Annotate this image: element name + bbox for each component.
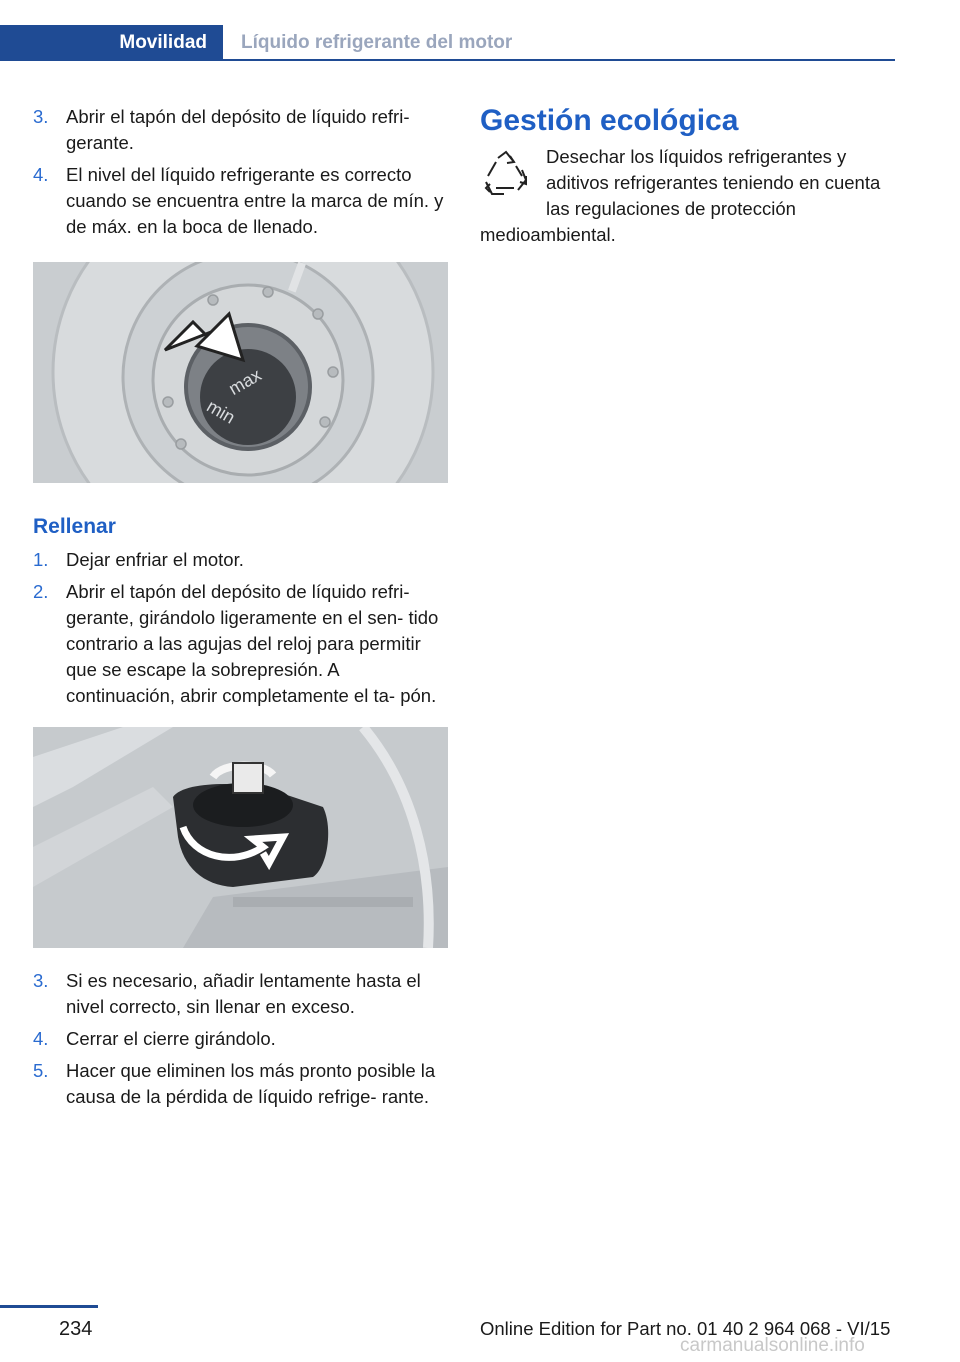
list-item	[33, 104, 448, 156]
list-item	[33, 547, 448, 573]
step-number: 4.	[33, 1028, 49, 1049]
max-mark-label: max	[225, 364, 265, 399]
page-header	[0, 25, 895, 61]
footer-divider	[0, 1305, 98, 1308]
list-item	[33, 1026, 448, 1052]
step-text: Abrir el tapón del depósito de líquido refri‐ gerante, girándolo ligeramente en el sen‐ tido contrario a las agujas del reloj para permitir que se escape la sobrepresión. A continuación, abrir completamente el ta‐ pón.	[66, 581, 439, 706]
cap-opening-figure	[33, 727, 448, 948]
step-text: Dejar enfriar el motor.	[66, 549, 244, 570]
list-item	[33, 579, 448, 709]
step-text: Abrir el tapón del depósito de líquido refri‐ gerante.	[66, 106, 410, 153]
eco-note	[480, 144, 895, 248]
step-text: El nivel del líquido refrigerante es correcto cuando se encuentra entre la marca de mín. y de máx. en la boca de llenado.	[66, 164, 444, 237]
step-text: Cerrar el cierre girándolo.	[66, 1028, 276, 1049]
watermark: carmanualsonline.info	[680, 1335, 865, 1356]
steps-check-level	[33, 104, 448, 240]
step-text: Hacer que eliminen los más pronto posible la causa de la pérdida de líquido refrige‐ rante.	[66, 1060, 436, 1107]
coolant-level-figure	[33, 262, 448, 483]
section-title-rellenar: Rellenar	[33, 515, 116, 538]
header-chapter-title: Líquido refrigerante del motor	[241, 32, 513, 53]
step-number: 3.	[33, 106, 49, 127]
list-item	[33, 162, 448, 240]
min-mark-label: min	[203, 395, 239, 428]
list-item	[33, 968, 448, 1020]
steps-refill-a	[33, 547, 448, 709]
right-column	[480, 104, 895, 248]
header-section-tab: Movilidad	[0, 25, 223, 61]
step-number: 1.	[33, 549, 49, 570]
footer-edition: Online Edition for Part no. 01 40 2 964 068 - VI/15	[480, 1318, 891, 1339]
left-column	[33, 104, 448, 1116]
step-number: 5.	[33, 1060, 49, 1081]
page-number: 234	[59, 1318, 93, 1340]
header-divider	[223, 59, 895, 61]
step-number: 3.	[33, 970, 49, 991]
step-number: 2.	[33, 581, 49, 602]
step-number: 4.	[33, 164, 49, 185]
list-item	[33, 1058, 448, 1110]
section-title-eco: Gestión ecológica	[480, 104, 739, 137]
eco-text: Desechar los líquidos refrigerantes y aditivos refrigerantes teniendo en cuenta las regulaciones de protección medioambiental.	[480, 146, 881, 245]
steps-refill-b	[33, 968, 448, 1110]
step-text: Si es necesario, añadir lentamente hasta el nivel correcto, sin llenar en exceso.	[66, 970, 421, 1017]
recycle-icon	[480, 148, 532, 200]
